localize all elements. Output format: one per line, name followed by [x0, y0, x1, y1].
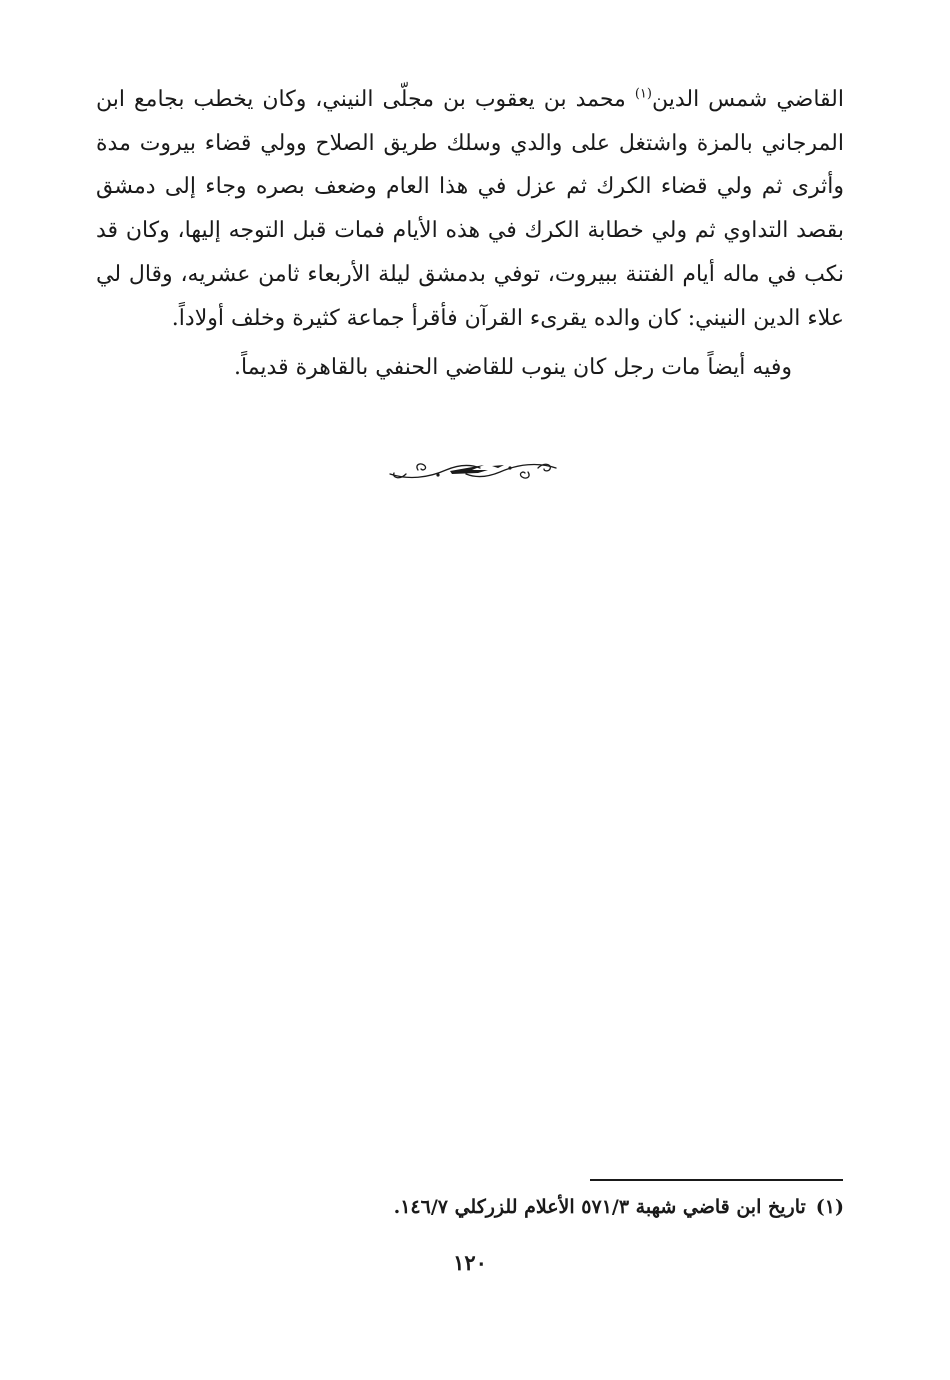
paragraph-biography-rest: محمد بن يعقوب بن مجلّى النيني، وكان يخطب بجامع ابن المرجاني بالمزة واشتغل على والدي وسلك طريق الصلاح وولي قضاء بيروت مدة وأثرى ثم ولي قضاء الكرك ثم عزل في هذا العام وضعف بصره وجاء إلى دمشق بقصد التداوي ثم ولي خطابة الكرك في هذه الأيام فمات قبل التوجه إليها، وكان قد نكب في ماله أيام الفتنة ببيروت، توفي بدمشق ليلة الأربعاء ثامن عشريه، وقال لي علاء الدين النيني: كان والده يقرىء القرآن فأقرأ جماعة كثيرة وخلف أولاداً.: [96, 87, 844, 331]
footnote-separator-line: [590, 1179, 843, 1181]
footnote-reference: (١): [634, 86, 652, 102]
paragraph-death-note: وفيه أيضاً مات رجل كان ينوب للقاضي الحنفي بالقاهرة قديماً.: [234, 355, 792, 381]
footnote-number: (١): [815, 1196, 844, 1218]
main-text-block: [96, 78, 844, 390]
footnote-text: تاريخ ابن قاضي شهبة ٥٧١/٣ الأعلام للزركلي ١٤٦/٧.: [393, 1196, 806, 1218]
paragraph-biography-start: القاضي شمس الدين: [651, 87, 845, 112]
paragraph-biography: [96, 78, 844, 340]
floral-divider-ornament-icon: [388, 456, 558, 486]
page-number: ١٢٠: [453, 1250, 487, 1275]
footnote: [244, 1190, 844, 1224]
